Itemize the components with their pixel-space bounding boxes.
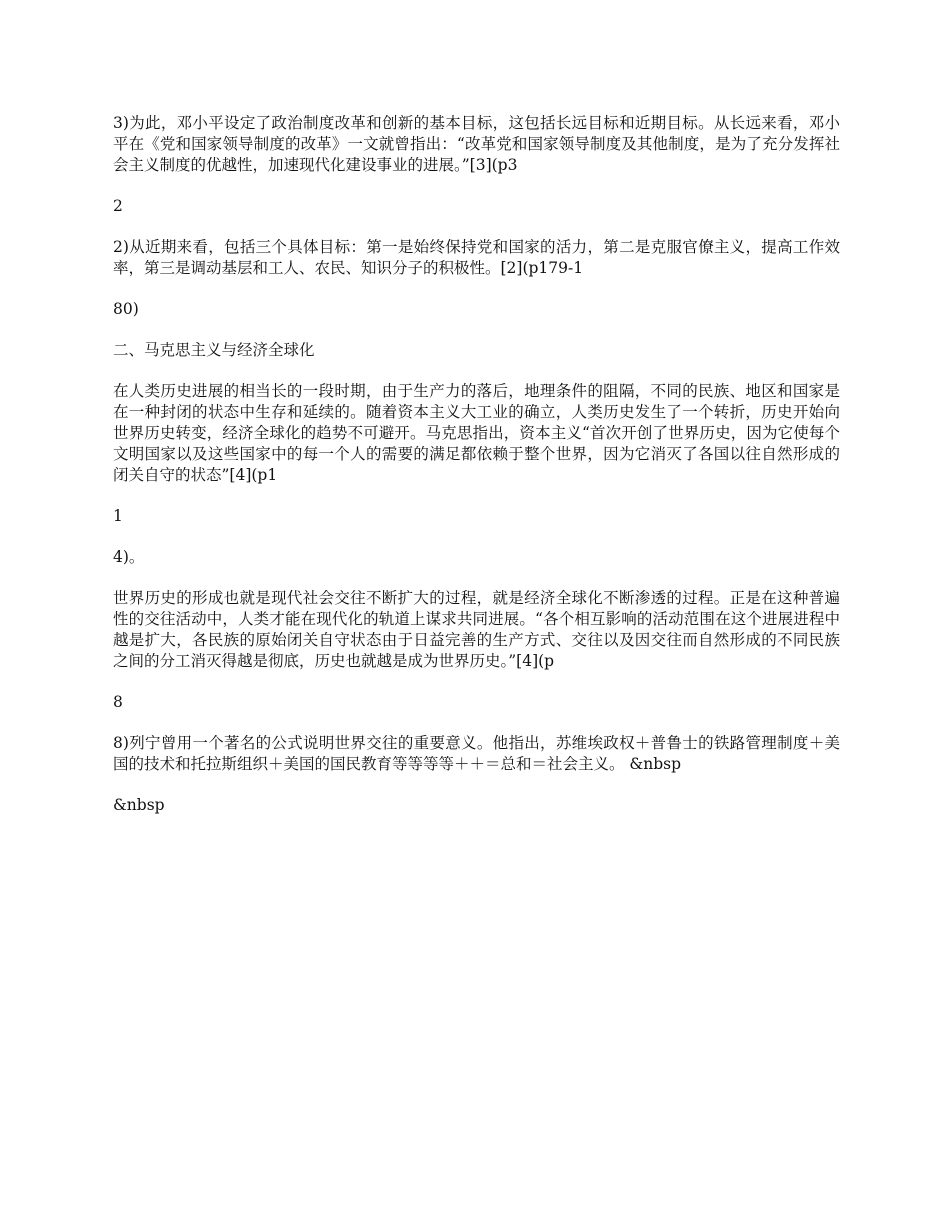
section-heading: 二、马克思主义与经济全球化 (113, 341, 315, 359)
page-ref-fragment: 8 (113, 693, 123, 711)
page-ref-fragment: 2 (113, 197, 123, 215)
paragraph-goals: 3)为此，邓小平设定了政治制度改革和创新的基本目标，这包括长远目标和近期目标。从长远来看，邓小平在《党和国家领导制度的改革》一文就曾指出：“改革党和国家领导制度及其他制度，是为了充分发挥社会主义制度的优越性，加速现代化建设事业的进展。”[3](p3 (113, 114, 840, 174)
page-ref-fragment: 80) (113, 300, 139, 318)
paragraph-lenin-formula: 8)列宁曾用一个著名的公式说明世界交往的重要意义。他指出，苏维埃政权＋普鲁士的铁路管理制度＋美国的技术和托拉斯组织＋美国的国民教育等等等等＋＋＝总和＝社会主义。 &nbsp (113, 734, 840, 773)
paragraph-social-intercourse: 世界历史的形成也就是现代社会交往不断扩大的过程，就是经济全球化不断渗透的过程。正是在这种普遍性的交往活动中，人类才能在现代化的轨道上谋求共同进展。“各个相互影响的活动范围在这个进展进程中越是扩大，各民族的原始闭关自守状态由于日益完善的生产方式、交往以及因交往而自然形成的不同民族之间的分工消灭得越是彻底，历史也就越是成为世界历史。”[4](p (113, 589, 840, 670)
paragraph-world-history: 在人类历史进展的相当长的一段时期，由于生产力的落后，地理条件的阻隔，不同的民族、地区和国家是在一种封闭的状态中生存和延续的。随着资本主义大工业的确立，人类历史发生了一个转折，历史开始向世界历史转变，经济全球化的趋势不可避开。马克思指出，资本主义“首次开创了世界历史，因为它使每个文明国家以及这些国家中的每一个人的需要的满足都依赖于整个世界，因为它消灭了各国以往自然形成的闭关自守的状态”[4](p1 (113, 382, 840, 484)
page-ref-fragment: 4)。 (113, 548, 145, 566)
document-body (113, 113, 840, 836)
trailing-nbsp: &nbsp (113, 796, 165, 814)
page-ref-fragment: 1 (113, 507, 123, 525)
paragraph-near-term: 2)从近期来看，包括三个具体目标：第一是始终保持党和国家的活力，第二是克服官僚主义，提高工作效率，第三是调动基层和工人、农民、知识分子的积极性。[2](p179-1 (113, 238, 840, 277)
